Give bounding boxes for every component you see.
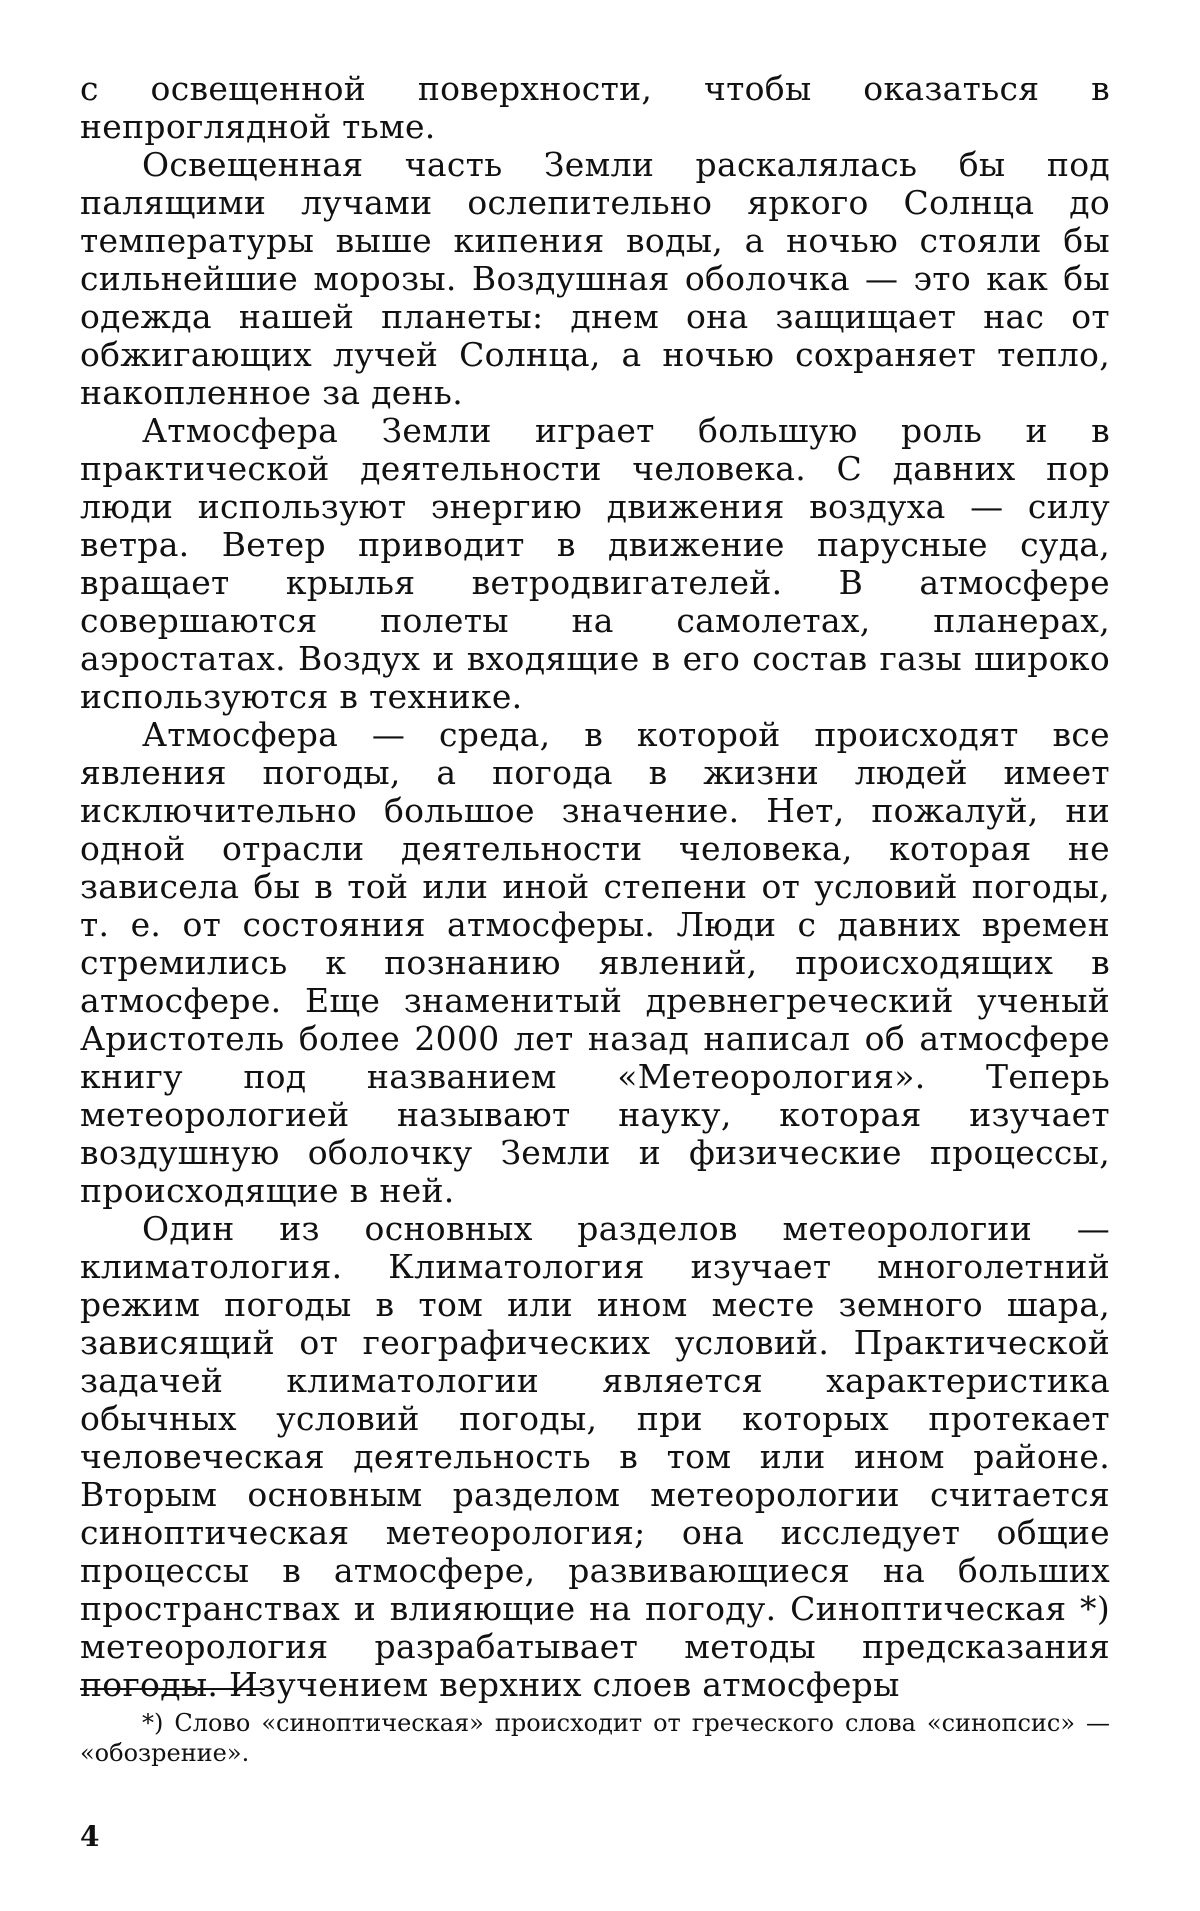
footnote: *) Слово «синоптическая» происходит от греческого слова «синопсис» — «обозрение».	[80, 1709, 1110, 1767]
paragraph-5: Один из основных разделов метеорологии — климатология. Климатология изучает многолетний режим погоды в том или ином месте земного шара, зависящий от географических условий. Практической задачей климатологии является характеристика обычных условий погоды, при которых протекает человеческая деятельность в том или ином районе. Вторым основным разделом метеорологии считается синоптическая метеорология; она исследует общие процессы в атмосфере, развивающиеся на больших пространствах и влияющие на погоду. Синоптическая *) метеорология разрабатывает методы предсказания погоды. Изучением верхних слоев атмосферы	[80, 1209, 1110, 1704]
footnote-divider	[80, 1688, 265, 1690]
paragraph-1: с освещенной поверхности, чтобы оказаться в непроглядной тьме.	[80, 69, 1110, 146]
paragraph-4: Атмосфера — среда, в которой происходят все явления погоды, а погода в жизни людей имеет исключительно большое значение. Нет, пожалуй, ни одной отрасли деятельности человека, которая не зависела бы в той или иной степени от условий погоды, т. е. от состояния атмосферы. Люди с давних времен стремились к познанию явлений, происходящих в атмосфере. Еще знаменитый древнегреческий ученый Аристотель более 2000 лет назад написал об атмосфере книгу под названием «Метеорология». Теперь метеорологией называют науку, которая изучает воздушную оболочку Земли и физические процессы, происходящие в ней.	[80, 715, 1110, 1210]
page-body	[80, 70, 1110, 1704]
paragraph-3: Атмосфера Земли играет большую роль и в практической деятельности человека. С давних пор люди используют энергию движения воздуха — силу ветра. Ветер приводит в движение парусные суда, вращает крылья ветродвигателей. В атмосфере совершаются полеты на самолетах, планерах, аэростатах. Воздух и входящие в его состав газы широко используются в технике.	[80, 411, 1110, 716]
paragraph-2: Освещенная часть Земли раскалялась бы под палящими лучами ослепительно яркого Солнца до температуры выше кипения воды, а ночью стояли бы сильнейшие морозы. Воздушная оболочка — это как бы одежда нашей планеты: днем она защищает нас от обжигающих лучей Солнца, а ночью сохраняет тепло, накопленное за день.	[80, 145, 1110, 412]
page-number: 4	[80, 1820, 100, 1853]
